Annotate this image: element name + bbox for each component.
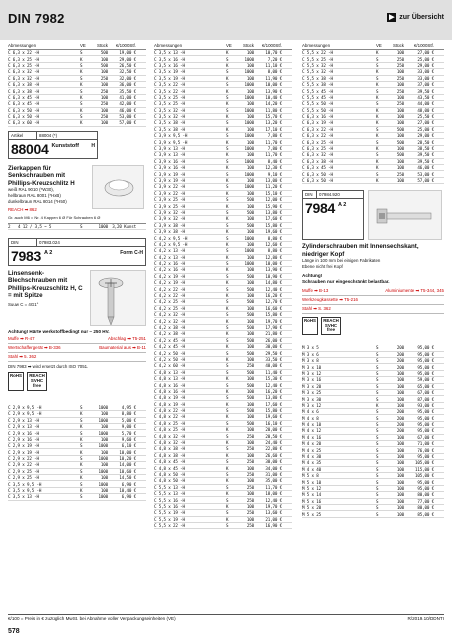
table-row: C 3,5 x 32 -H S 1000 11,80 € bbox=[154, 108, 292, 114]
product-number: 88004 bbox=[11, 140, 49, 157]
table-row: M 3 x 6 S 200 95,00 € bbox=[302, 352, 444, 358]
product-title-7984: Zylinderschrauben mit Innensechskant, niedriger Kopf bbox=[302, 243, 419, 258]
table-row: C 4,2 x 38 -H K 100 21,80 € bbox=[154, 331, 292, 337]
table-row: C 4,8 x 50 -H S 250 31,00 € bbox=[154, 472, 292, 478]
table-row: C 5,5 x 50 -H S 250 44,00 € bbox=[302, 101, 444, 107]
table-row: C 6,3 x 50 -H K 100 57,00 € bbox=[302, 178, 444, 184]
table-row: C 3,5 x 13 -H S 1000 6,90 € bbox=[8, 494, 146, 500]
table-row: C 3,9 x 32 -H K 100 17,60 € bbox=[154, 216, 292, 222]
table-row: C 5,5 x 45 -H S 250 39,50 € bbox=[302, 88, 444, 94]
table-row: C 3,5 x 22 -H K 100 13,90 € bbox=[154, 88, 292, 94]
table-row: C 4,2 x 22 -H K 100 16,20 € bbox=[154, 293, 292, 299]
table-row: C 4,2 x 13 -H S 1000 8,80 € bbox=[154, 248, 292, 254]
overview-link[interactable] bbox=[387, 13, 444, 22]
table-row: C 5,5 x 25 -H S 250 25,00 € bbox=[302, 56, 444, 62]
product-box-7984: DIN 07984.920 7984 A 2 bbox=[302, 190, 364, 240]
table-row: C 6,3 x 25 -H K 100 38,50 € bbox=[302, 146, 444, 152]
column-1: Abmessungen VE Stück €/1000Stf. C 6,3 x 22 -H S 500 19,00 € C 6,3 x 25 -H K 100 29,00 € C 6,3 x 25 -H S 500 26,50 € C 6,3 x 32 -H K 100 32,50 € C 6,3 x 32 -H S 250 32,00 € C 6,3 x 38 -H K 100 36,00 € C 6,3 x 38 -H S 250 35,50 € C 6,3 x 45 -H K 100 41,00 € C 6,3 x 45 -H S 250 42,00 € C 6,3 x 50 -H K 100 46,00 € C 6,3 x 50 -H S 250 53,00 € C 6,3 x 60 -H K 100 57,00 € Artikel 88004 (*) 88004 Kunststoff H Zierkappen für Senkschrauben mit Phillips-Kreuzschlitz H weiß RAL 9010 (*W30), hellbraun RAL 8001 (*HxB) dunkelbraun RAL 8014 (*H50) REACH ➡ 862 Gr. auch M6 = Nr. 4 Kappen 6 Ø Für Schrauben 6 Ø 2 4 12 / 3,5 ~ 5 S 1000 3,20 Kunst DIN 07983.024 7983 A 2 Form C-H Linsensenk-Blechschrauben mit Phillips-Kreuzschlitz H, C = mit Spitze Suuw C = 4G1° Achtung! Härte werkstoffbedingt nur ~ 250 HV. Muffe ➡ R-47 Abschlag ➡ T5-251 Wertschaffergerät ➡ B-336 Baumaterial aus ➡ B-11 Stahl ➡ 5. 362 DIN 7983 ➡ wird ersetzt durch ISO 7051. RoHS REACH SVHC free C 2,9 x 9,5 -H S 1000 4,95 € C 2,9 x 9,5 -H K 100 8,80 € C 2,9 x 13 -H S 1000 5,00 € C 2,9 x 13 -H K 100 9,00 € C 2,9 x 16 -H S 1000 5,70 € C 2,9 x 16 -H K 100 9,60 € C 2,9 x 19 -H S 1000 6,10 € C 2,9 x 19 -H K 100 10,00 € C 2,9 x 22 -H S 1000 10,20 € C 2,9 x 22 -H K 100 14,00 € C 2,9 x 25 -H S 1000 10,60 € C 2,9 x 25 -H K 100 14,50 € C 3,5 x 9,5 -H S 1000 6,90 € C 3,5 x 9,5 -H K 100 10,40 € C 3,5 x 13 -H S 1000 6,90 € bbox=[8, 43, 146, 500]
table-row: C 6,3 x 50 -H S 250 53,00 € bbox=[302, 171, 444, 177]
table-row: M 4 x 25 S 100 76,00 € bbox=[302, 447, 444, 453]
table-row: C 5,5 x 38 -H S 250 33,00 € bbox=[302, 76, 444, 82]
table-row: C 4,2 x 25 -H K 100 16,60 € bbox=[154, 306, 292, 312]
table-row: C 4,2 x 19 -H K 100 14,80 € bbox=[154, 280, 292, 286]
table-row: C 3,5 x 38 -H K 100 17,10 € bbox=[154, 127, 292, 133]
table-row: M 5 x 8 S 100 105,00 € bbox=[302, 473, 444, 479]
table-row: C 4,2 x 32 -H K 100 19,70 € bbox=[154, 318, 292, 324]
table-row: C 4,8 x 32 -H K 100 24,40 € bbox=[154, 440, 292, 446]
product-box-7983: DIN 07983.024 7983 A 2 Form C-H bbox=[8, 238, 146, 266]
reach-link[interactable]: REACH ➡ 862 bbox=[8, 206, 37, 212]
table-row: C 3,9 x 13 -H S 1000 7,80 € bbox=[154, 146, 292, 152]
table-row: C 2,9 x 16 -H K 100 9,60 € bbox=[8, 437, 146, 443]
page-title: DIN 7982 bbox=[8, 11, 65, 26]
table-row: C 4,2 x 22 -H S 500 12,40 € bbox=[154, 286, 292, 292]
table-row: C 4,8 x 19 -H S 500 13,80 € bbox=[154, 395, 292, 401]
warning-title: Achtung! Härte werkstoffbedingt nur ~ 250 HV. bbox=[8, 328, 110, 334]
table-row: C 3,9 x 22 -H K 100 15,10 € bbox=[154, 191, 292, 197]
table-row: C 2,9 x 19 -H S 1000 6,10 € bbox=[8, 443, 146, 449]
table-row: C 5,5 x 16 -H S 250 12,40 € bbox=[154, 497, 292, 503]
table-row: C 6,3 x 25 -H S 500 28,50 € bbox=[302, 139, 444, 145]
table-row: C 2,9 x 9,5 -H K 100 8,80 € bbox=[8, 411, 146, 417]
table-row: C 3,9 x 32 -H S 500 13,80 € bbox=[154, 210, 292, 216]
table-row: C 3,9 x 22 -H S 1000 11,20 € bbox=[154, 184, 292, 190]
cylinder-screw-illustration bbox=[368, 190, 442, 240]
column-3: Abmessungen VE Stück €/1000Stf. C 5,5 x 22 -H K 100 27,00 € C 5,5 x 25 -H S 250 25,00 € C 5,5 x 32 -H S 250 29,00 € C 5,5 x 32 -H K 100 33,00 € C 5,5 x 38 -H S 250 33,00 € C 5,5 x 38 -H K 100 37,00 € C 5,5 x 45 -H S 250 39,50 € C 5,5 x 45 -H K 100 43,50 € C 5,5 x 50 -H S 250 44,00 € C 5,5 x 50 -H K 100 48,00 € C 6,3 x 16 -H K 100 25,50 € C 6,3 x 19 -H K 100 27,00 € C 6,3 x 22 -H S 500 25,00 € C 6,3 x 22 -H K 100 29,00 € C 6,3 x 25 -H S 500 28,50 € C 6,3 x 25 -H K 100 38,50 € C 6,3 x 32 -H S 500 39,50 € C 6,3 x 38 -H K 100 39,50 € C 6,3 x 45 -H K 100 46,00 € C 6,3 x 50 -H S 250 53,00 € C 6,3 x 50 -H K 100 57,00 € DIN 07984.920 7984 A 2 Zylinderschrauben mit Innensechskant, niedriger Kopf Länge in 100 mm bei einigen Fabrikaten Ebene nicht frei Kopf Achtung! Schrauben nur eingeschränkt belastbar. Muffe ➡ B-13 Aluminiumente ➡ T5-344, 345 Werkzeugkassette ➡ T5-216 Stahl ➡ S. 362 RoHS REACH SVHC free M 3 x 5 S 200 95,00 € M 3 x 6 S 200 95,00 € M 3 x 8 S 200 95,00 € M 3 x 10 S 200 95,00 € M 3 x 12 S 100 95,00 € M 3 x 16 S 100 59,00 € M 3 x 20 S 100 65,00 € M 3 x 25 S 100 67,00 € M 3 x 30 S 100 87,00 € M 3 x 12 K 100 93,00 € M 4 x 6 S 200 95,00 € M 4 x 8 S 200 95,00 € M 4 x 10 S 200 95,00 € M 4 x 12 S 200 95,00 € M 4 x 16 S 100 67,00 € M 4 x 20 S 100 71,00 € M 4 x 25 S 100 76,00 € M 4 x 30 S 100 95,00 € M 4 x 35 S 100 105,00 € M 4 x 40 S 100 115,00 € M 5 x 8 S 100 105,00 € M 5 x 10 S 100 95,00 € M 5 x 12 S 100 95,00 € M 5 x 14 S 100 80,00 € M 5 x 16 S 100 77,00 € M 5 x 20 S 100 80,00 € M 5 x 25 S 100 85,00 € bbox=[302, 43, 444, 517]
table-header: Abmessungen VE Stück €/1000Stf. bbox=[8, 42, 146, 50]
table-row: C 5,5 x 13 -H S 250 11,70 € bbox=[154, 485, 292, 491]
table-row: M 5 x 20 S 100 80,00 € bbox=[302, 505, 444, 511]
product-number: 7984 bbox=[305, 200, 335, 217]
table-row: C 3,9 x 13 -H K 100 11,70 € bbox=[154, 152, 292, 158]
header-bar bbox=[0, 0, 452, 40]
screw-illustration bbox=[90, 270, 146, 326]
table-row: C 4,2 x 50 -H S 500 29,50 € bbox=[154, 350, 292, 356]
table-row: C 3,5 x 9,5 -H S 1000 6,90 € bbox=[8, 481, 146, 487]
table-row: M 3 x 20 S 100 65,00 € bbox=[302, 384, 444, 390]
table-col3-top bbox=[302, 50, 444, 184]
table-row: C 6,3 x 38 -H K 100 39,50 € bbox=[302, 159, 444, 165]
table-header: Abmessungen VE Stück €/1000Stf. bbox=[302, 42, 444, 50]
table-row: C 5,5 x 19 -H K 100 21,00 € bbox=[154, 517, 292, 523]
table-row: C 4,8 x 50 -H K 100 35,00 € bbox=[154, 478, 292, 484]
table-row: C 6,3 x 45 -H K 100 41,00 € bbox=[8, 95, 146, 101]
table-row: M 5 x 25 S 100 85,00 € bbox=[302, 511, 444, 517]
table-row: C 3,9 x 19 -H S 1000 9,10 € bbox=[154, 171, 292, 177]
table-row: M 4 x 40 S 100 115,00 € bbox=[302, 467, 444, 473]
table-row: C 4,8 x 13 -H S 500 11,40 € bbox=[154, 370, 292, 376]
table-row: C 2,9 x 16 -H S 1000 5,70 € bbox=[8, 430, 146, 436]
table-row: C 2,9 x 13 -H S 1000 5,00 € bbox=[8, 418, 146, 424]
table-row: C 6,3 x 38 -H K 100 36,00 € bbox=[8, 82, 146, 88]
table-row: C 3,5 x 9,5 -H K 100 10,40 € bbox=[8, 488, 146, 494]
table-row: C 3,9 x 16 -H S 1000 8,40 € bbox=[154, 159, 292, 165]
table-row: C 6,3 x 45 -H S 250 42,00 € bbox=[8, 101, 146, 107]
table-row: M 3 x 30 S 100 87,00 € bbox=[302, 396, 444, 402]
footer-divider bbox=[8, 614, 444, 615]
table-row: C 4,8 x 22 -H S 500 15,80 € bbox=[154, 408, 292, 414]
table-row: C 5,5 x 22 -H S 250 16,90 € bbox=[154, 523, 292, 529]
page-number: 578 bbox=[8, 628, 20, 635]
table-row: C 4,8 x 16 -H S 500 12,40 € bbox=[154, 382, 292, 388]
rohs-badge: RoHS bbox=[302, 317, 318, 335]
table-row: C 2,9 x 25 -H K 100 14,50 € bbox=[8, 475, 146, 481]
product-box-88004: Artikel 88004 (*) 88004 Kunststoff H bbox=[8, 131, 98, 159]
overview-label: zur Übersicht bbox=[399, 14, 444, 21]
table-row: C 4,8 x 38 -H K 100 26,60 € bbox=[154, 453, 292, 459]
table-row: C 6,3 x 22 -H S 500 19,00 € bbox=[8, 50, 146, 56]
table-row: C 3,9 x 9,5 -H K 100 11,70 € bbox=[154, 139, 292, 145]
table-row: C 6,3 x 50 -H S 250 53,00 € bbox=[8, 114, 146, 120]
table-row: C 4,8 x 32 -H S 250 20,50 € bbox=[154, 433, 292, 439]
table-row: M 5 x 14 S 100 80,00 € bbox=[302, 492, 444, 498]
table-row: M 4 x 8 S 200 95,00 € bbox=[302, 415, 444, 421]
table-row: M 3 x 12 K 100 93,00 € bbox=[302, 403, 444, 409]
table-row: M 5 x 10 S 100 95,00 € bbox=[302, 479, 444, 485]
table-row: C 4,8 x 45 -H K 100 34,00 € bbox=[154, 465, 292, 471]
table-row: C 3,5 x 16 -H K 100 11,10 € bbox=[154, 63, 292, 69]
table-row: C 5,5 x 13 -H K 100 18,00 € bbox=[154, 491, 292, 497]
compliance-badges bbox=[8, 372, 146, 390]
table-row: C 6,3 x 38 -H S 250 35,50 € bbox=[8, 88, 146, 94]
table-col1-top bbox=[8, 50, 146, 127]
table-row: C 3,5 x 19 -H S 1000 8,00 € bbox=[154, 69, 292, 75]
product-material: A 2 bbox=[43, 249, 53, 256]
table-row: C 6,3 x 22 -H K 100 29,00 € bbox=[302, 133, 444, 139]
table-row: C 6,3 x 50 -H K 100 46,00 € bbox=[8, 108, 146, 114]
table-header: Abmessungen VE Stück €/1000Stf. bbox=[154, 42, 292, 50]
footer-code: R/2019.10/DDNTI bbox=[407, 616, 444, 621]
table-row: C 3,5 x 38 -H S 1000 13,20 € bbox=[154, 120, 292, 126]
table-row: C 3,5 x 22 -H S 1000 10,00 € bbox=[154, 82, 292, 88]
arrow-right-icon: ▶ bbox=[389, 14, 395, 21]
table-row: C 5,5 x 32 -H S 250 29,00 € bbox=[302, 63, 444, 69]
table-row: C 2,9 x 9,5 -H S 1000 4,95 € bbox=[8, 405, 146, 411]
table-row: C 2,9 x 25 -H S 1000 10,60 € bbox=[8, 469, 146, 475]
table-row: C 6,3 x 25 -H K 100 29,00 € bbox=[8, 56, 146, 62]
table-row: C 3,9 x 16 -H K 100 12,30 € bbox=[154, 165, 292, 171]
table-row: C 6,3 x 16 -H K 100 25,50 € bbox=[302, 114, 444, 120]
table-row: C 5,5 x 16 -H K 100 19,70 € bbox=[154, 504, 292, 510]
table-row: C 4,2 x 60 -H S 250 40,00 € bbox=[154, 363, 292, 369]
table-row: C 2,9 x 13 -H K 100 9,00 € bbox=[8, 424, 146, 430]
table-row: M 4 x 20 S 100 71,00 € bbox=[302, 441, 444, 447]
table-row: C 3,5 x 13 -H K 100 10,70 € bbox=[154, 50, 292, 56]
table-row: M 4 x 12 S 200 95,00 € bbox=[302, 428, 444, 434]
table-row: C 4,8 x 19 -H K 100 17,60 € bbox=[154, 401, 292, 407]
table-row: C 4,8 x 13 -H K 100 15,30 € bbox=[154, 376, 292, 382]
product-title-88004: Zierkappen für Senkschrauben mit Phillips-Kreuzschlitz H bbox=[8, 164, 75, 187]
table-row: M 3 x 5 S 200 95,00 € bbox=[302, 345, 444, 351]
table-row: M 3 x 25 S 100 67,00 € bbox=[302, 390, 444, 396]
table-row: C 6,3 x 32 -H S 500 39,50 € bbox=[302, 152, 444, 158]
table-row: 2 4 12 / 3,5 ~ 5 S 1000 3,20 Kunst bbox=[8, 223, 146, 229]
table-row: C 4,8 x 22 -H K 100 19,60 € bbox=[154, 414, 292, 420]
table-row: C 6,3 x 32 -H S 250 32,00 € bbox=[8, 76, 146, 82]
table-row: C 4,2 x 19 -H S 500 10,90 € bbox=[154, 274, 292, 280]
product-title-7983: Linsensenk-Blechschrauben mit Phillips-Kreuzschlitz H, C = mit Spitze bbox=[8, 269, 83, 300]
table-row: M 5 x 16 S 100 77,00 € bbox=[302, 499, 444, 505]
product-material: Kunststoff bbox=[51, 142, 79, 149]
table-row: C 3,5 x 16 -H S 1000 7,20 € bbox=[154, 56, 292, 62]
table-row: C 4,2 x 9,5 -H K 100 12,60 € bbox=[154, 242, 292, 248]
table-row: C 3,9 x 25 -H S 500 12,00 € bbox=[154, 197, 292, 203]
table-row: C 4,2 x 32 -H S 500 15,80 € bbox=[154, 312, 292, 318]
table-row: C 6,3 x 25 -H S 500 26,50 € bbox=[8, 63, 146, 69]
table-row: C 5,5 x 38 -H K 100 37,00 € bbox=[302, 82, 444, 88]
table-row: C 2,9 x 22 -H S 1000 10,20 € bbox=[8, 456, 146, 462]
product-material: A 2 bbox=[337, 202, 347, 209]
table-col1-bottom bbox=[8, 405, 146, 501]
table-row: C 3,5 x 19 -H K 100 11,90 € bbox=[154, 76, 292, 82]
table-row: C 3,9 x 38 -H K 100 19,60 € bbox=[154, 229, 292, 235]
footer-note: €/100 = Preis in € zuzüglich MwSt. bei Abnahme voller Verpackungseinheiten (VE) bbox=[8, 616, 176, 621]
table-row: C 3,9 x 25 -H K 100 15,90 € bbox=[154, 203, 292, 209]
table-row: M 4 x 10 S 200 95,00 € bbox=[302, 422, 444, 428]
column-2 bbox=[154, 42, 292, 529]
table-row: C 2,9 x 19 -H K 100 10,00 € bbox=[8, 449, 146, 455]
table-row: C 2,9 x 22 -H K 100 14,00 € bbox=[8, 462, 146, 468]
table-row: C 4,8 x 25 -H S 500 16,10 € bbox=[154, 421, 292, 427]
table-row: C 4,8 x 16 -H K 100 16,20 € bbox=[154, 389, 292, 395]
table-row: M 5 x 12 S 100 95,00 € bbox=[302, 486, 444, 492]
table-row: M 3 x 10 S 200 95,00 € bbox=[302, 364, 444, 370]
table-row: C 3,9 x 9,5 -H S 1000 7,80 € bbox=[154, 133, 292, 139]
rohs-badge: RoHS bbox=[8, 372, 24, 390]
table-row: M 4 x 16 S 100 67,00 € bbox=[302, 435, 444, 441]
table-row: C 5,5 x 19 -H S 250 13,60 € bbox=[154, 510, 292, 516]
table-row: C 4,8 x 25 -H K 100 20,00 € bbox=[154, 427, 292, 433]
reach-badge: REACH SVHC free bbox=[321, 317, 341, 335]
table-row: C 6,3 x 22 -H S 500 25,00 € bbox=[302, 127, 444, 133]
table-row: C 4,2 x 16 -H K 100 13,90 € bbox=[154, 267, 292, 273]
table-row: C 4,2 x 25 -H S 500 12,70 € bbox=[154, 299, 292, 305]
table-row: C 4,2 x 45 -H S 500 26,00 € bbox=[154, 338, 292, 344]
table-row: C 4,8 x 38 -H S 250 22,80 € bbox=[154, 446, 292, 452]
table-row: C 4,2 x 38 -H S 500 17,90 € bbox=[154, 325, 292, 331]
table-row: M 3 x 12 S 100 95,00 € bbox=[302, 371, 444, 377]
cap-illustration bbox=[92, 165, 144, 209]
table-row: C 5,5 x 45 -H K 100 43,50 € bbox=[302, 95, 444, 101]
reach-badge: REACH SVHC free bbox=[27, 372, 47, 390]
table-row: C 6,3 x 60 -H K 100 57,00 € bbox=[8, 120, 146, 126]
table-col3-bottom bbox=[302, 345, 444, 518]
table-row: C 4,2 x 9,5 -H S 1000 8,80 € bbox=[154, 235, 292, 241]
table-row: C 3,5 x 25 -H K 100 14,20 € bbox=[154, 101, 292, 107]
table-col2 bbox=[154, 50, 292, 529]
table-row: C 4,2 x 16 -H S 1000 10,00 € bbox=[154, 261, 292, 267]
table-row: C 6,3 x 19 -H K 100 27,00 € bbox=[302, 120, 444, 126]
compliance-badges bbox=[302, 317, 444, 335]
table-row: C 3,5 x 32 -H K 100 15,70 € bbox=[154, 114, 292, 120]
table-row: C 4,2 x 50 -H K 100 33,50 € bbox=[154, 357, 292, 363]
table-row: C 5,5 x 50 -H K 100 48,00 € bbox=[302, 108, 444, 114]
table-row: C 4,2 x 45 -H K 100 30,00 € bbox=[154, 344, 292, 350]
table-row: C 4,2 x 13 -H K 100 12,80 € bbox=[154, 255, 292, 261]
table-row: C 5,5 x 22 -H K 100 27,00 € bbox=[302, 50, 444, 56]
table-row: C 6,3 x 32 -H K 100 32,50 € bbox=[8, 69, 146, 75]
table-row: M 3 x 8 S 200 95,00 € bbox=[302, 358, 444, 364]
table-row: M 4 x 30 S 100 95,00 € bbox=[302, 454, 444, 460]
table-row: M 4 x 35 S 100 105,00 € bbox=[302, 460, 444, 466]
table-row: M 4 x 6 S 200 95,00 € bbox=[302, 409, 444, 415]
table-row: C 4,8 x 45 -H S 250 30,00 € bbox=[154, 459, 292, 465]
table-row: C 3,9 x 38 -H S 500 15,80 € bbox=[154, 223, 292, 229]
table-row: C 6,3 x 45 -H K 100 46,00 € bbox=[302, 165, 444, 171]
table-row: C 5,5 x 32 -H K 100 33,00 € bbox=[302, 69, 444, 75]
product-number: 7983 bbox=[11, 247, 41, 264]
table-row: M 3 x 16 S 100 59,00 € bbox=[302, 377, 444, 383]
table-row: C 3,9 x 19 -H K 100 13,00 € bbox=[154, 178, 292, 184]
table-row: C 3,5 x 25 -H S 1000 10,40 € bbox=[154, 95, 292, 101]
